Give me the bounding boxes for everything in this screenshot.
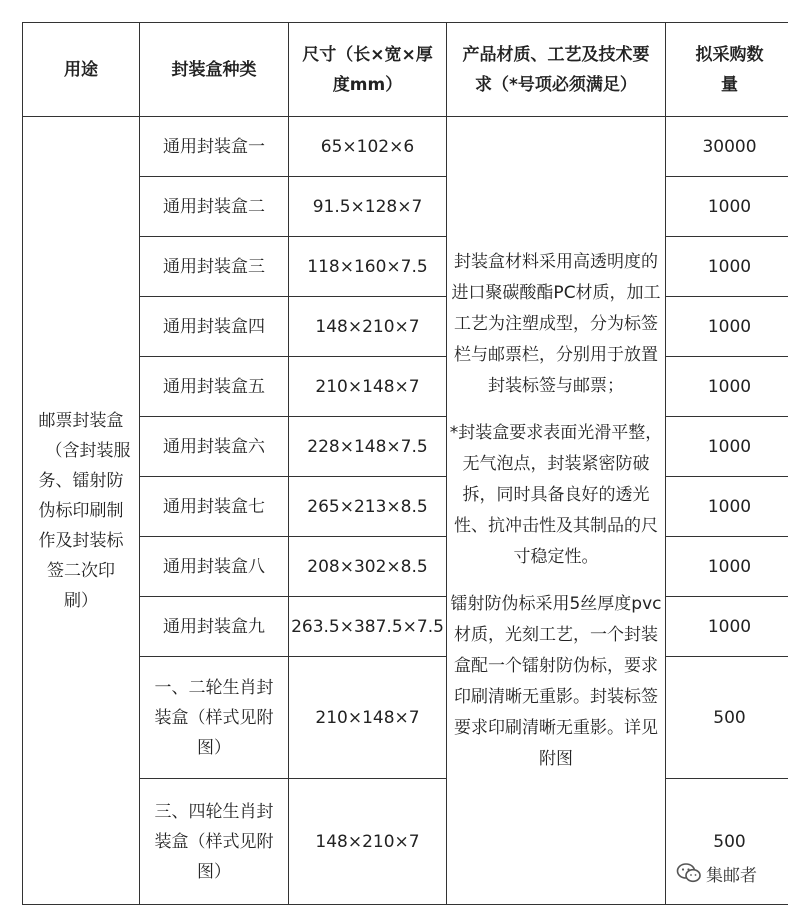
qty-cell: 1000 — [666, 597, 788, 657]
type-cell: 通用封装盒三 — [140, 237, 289, 297]
header-use: 用途 — [23, 23, 140, 117]
procurement-table — [22, 22, 788, 905]
header-spec: 产品材质、工艺及技术要 求（*号项必须满足） — [447, 23, 666, 117]
size-cell: 148×210×7 — [289, 779, 447, 905]
size-cell: 208×302×8.5 — [289, 537, 447, 597]
size-cell: 210×148×7 — [289, 657, 447, 779]
spec-paragraph: 封装盒材料采用高透明度的进口聚碳酸酯PC材质，加工工艺为注塑成型，分为标签栏与邮票栏，分别用于放置封装标签与邮票； — [451, 251, 661, 396]
type-cell: 一、二轮生肖封 装盒（样式见附 图） — [140, 657, 289, 779]
use-cell: 邮票封装盒 （含封装服 务、镭射防 伪标印刷制 作及封装标 签二次印 刷） — [23, 117, 140, 905]
size-cell: 265×213×8.5 — [289, 477, 447, 537]
type-cell: 通用封装盒四 — [140, 297, 289, 357]
qty-cell: 30000 — [666, 117, 788, 177]
size-cell: 263.5×387.5×7.5 — [289, 597, 447, 657]
size-cell: 65×102×6 — [289, 117, 447, 177]
type-cell: 通用封装盒六 — [140, 417, 289, 477]
size-cell: 118×160×7.5 — [289, 237, 447, 297]
qty-cell: 1000 — [666, 297, 788, 357]
header-size: 尺寸（长×宽×厚 度mm） — [289, 23, 447, 117]
qty-cell: 1000 — [666, 177, 788, 237]
qty-cell: 1000 — [666, 357, 788, 417]
header-qty: 拟采购数 量 — [666, 23, 788, 117]
size-cell: 148×210×7 — [289, 297, 447, 357]
size-cell: 228×148×7.5 — [289, 417, 447, 477]
spec-cell — [447, 117, 666, 905]
type-cell: 通用封装盒一 — [140, 117, 289, 177]
watermark — [676, 860, 757, 886]
qty-cell: 1000 — [666, 417, 788, 477]
type-cell: 通用封装盒九 — [140, 597, 289, 657]
type-cell: 通用封装盒八 — [140, 537, 289, 597]
table-header-row — [23, 23, 788, 117]
type-cell: 三、四轮生肖封 装盒（样式见附 图） — [140, 779, 289, 905]
spec-paragraph: *封装盒要求表面光滑平整，无气泡点，封装紧密防破拆，同时具备良好的透光性、抗冲击性及其制品的尺寸稳定性。 — [449, 422, 663, 567]
qty-cell: 1000 — [666, 237, 788, 297]
spec-paragraph: 镭射防伪标采用5丝厚度pvc材质，光刻工艺，一个封装盒配一个镭射防伪标，要求印刷清晰无重影。封装标签要求印刷清晰无重影。详见附图 — [450, 593, 662, 769]
header-type: 封装盒种类 — [140, 23, 289, 117]
size-cell: 91.5×128×7 — [289, 177, 447, 237]
size-cell: 210×148×7 — [289, 357, 447, 417]
qty-cell: 1000 — [666, 477, 788, 537]
qty-cell: 1000 — [666, 537, 788, 597]
type-cell: 通用封装盒二 — [140, 177, 289, 237]
type-cell: 通用封装盒五 — [140, 357, 289, 417]
wechat-icon — [676, 862, 702, 884]
table-row — [23, 117, 788, 177]
qty-cell: 500 — [666, 779, 788, 905]
type-cell: 通用封装盒七 — [140, 477, 289, 537]
watermark-text: 集邮者 — [706, 865, 757, 886]
qty-cell: 500 — [666, 657, 788, 779]
